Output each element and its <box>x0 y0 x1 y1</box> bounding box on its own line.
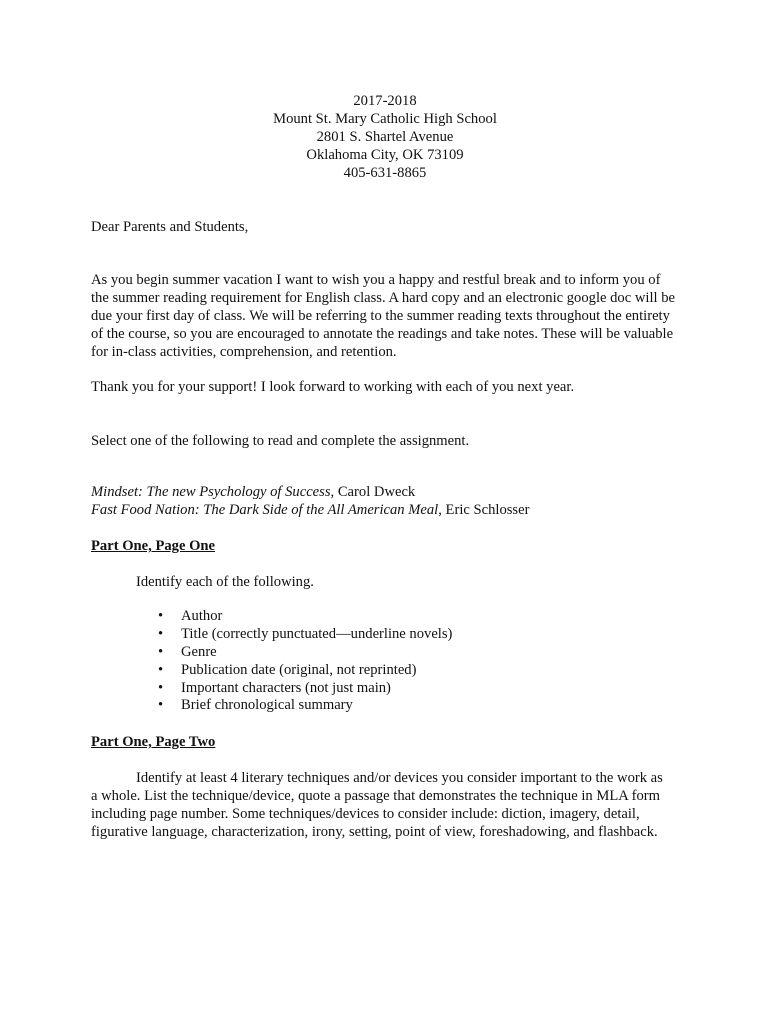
school-phone: 405-631-8865 <box>343 165 427 181</box>
book-options <box>91 484 681 520</box>
book-title: Mindset: The new Psychology of Success <box>91 484 331 500</box>
list-item <box>158 680 452 698</box>
part-one-page-two-text: Identify at least 4 literary techniques and/or devices you consider important to the work as a whole. List the technique/device, quote a passage that demonstrates the technique in MLA form including page number. Some techniques/devices to consider include: diction, imagery, detail, figurative language, characterization, irony, setting, point of view, foreshadowing, and flashback. <box>91 770 663 840</box>
part-one-page-two-heading: Part One, Page Two <box>91 734 216 750</box>
requirements-list <box>158 608 452 715</box>
part-one-page-one-heading: Part One, Page One <box>91 538 216 554</box>
part-one-page-two-paragraph <box>91 770 671 842</box>
list-item-text: Genre <box>181 643 217 660</box>
bullet-icon: • <box>158 643 164 660</box>
school-street: 2801 S. Shartel Avenue <box>316 129 454 145</box>
list-item <box>158 697 452 715</box>
intro-paragraph: As you begin summer vacation I want to wish you a happy and restful break and to inform you of the summer reading requirement for English class. A hard copy and an electronic google doc will be due your first day of class. We will be referring to the summer reading texts throughout the entirety of the course, so you are encouraged to annotate the readings and take notes. These will be valuable for in-class activities, comprehension, and retention. <box>91 272 675 360</box>
list-item-text: Brief chronological summary <box>181 697 353 714</box>
book-author: , Eric Schlosser <box>438 502 530 518</box>
list-item-text: Title (correctly punctuated—underline novels) <box>181 625 453 642</box>
book-option <box>91 484 681 502</box>
bullet-icon: • <box>158 625 164 642</box>
list-item <box>158 662 452 680</box>
school-year: 2017-2018 <box>353 93 417 109</box>
list-item <box>158 608 452 626</box>
greeting: Dear Parents and Students, <box>91 219 249 235</box>
bullet-icon: • <box>158 608 164 624</box>
bullet-icon: • <box>158 679 164 696</box>
book-author: , Carol Dweck <box>330 484 416 500</box>
list-item <box>158 644 452 662</box>
list-item-text: Publication date (original, not reprinted) <box>181 661 417 678</box>
bullet-icon: • <box>158 661 164 678</box>
list-item <box>158 626 452 644</box>
part-one-page-one-instruction: Identify each of the following. <box>136 574 314 590</box>
list-item-text: Author <box>181 608 223 624</box>
book-option <box>91 502 681 520</box>
bullet-icon: • <box>158 697 164 714</box>
letterhead <box>0 93 770 183</box>
list-item-text: Important characters (not just main) <box>181 679 391 696</box>
school-city: Oklahoma City, OK 73109 <box>306 147 464 163</box>
book-title: Fast Food Nation: The Dark Side of the All American Meal <box>91 502 439 518</box>
school-name: Mount St. Mary Catholic High School <box>273 111 497 127</box>
thanks-line: Thank you for your support! I look forward to working with each of you next year. <box>91 379 575 395</box>
select-instruction: Select one of the following to read and complete the assignment. <box>91 433 470 449</box>
